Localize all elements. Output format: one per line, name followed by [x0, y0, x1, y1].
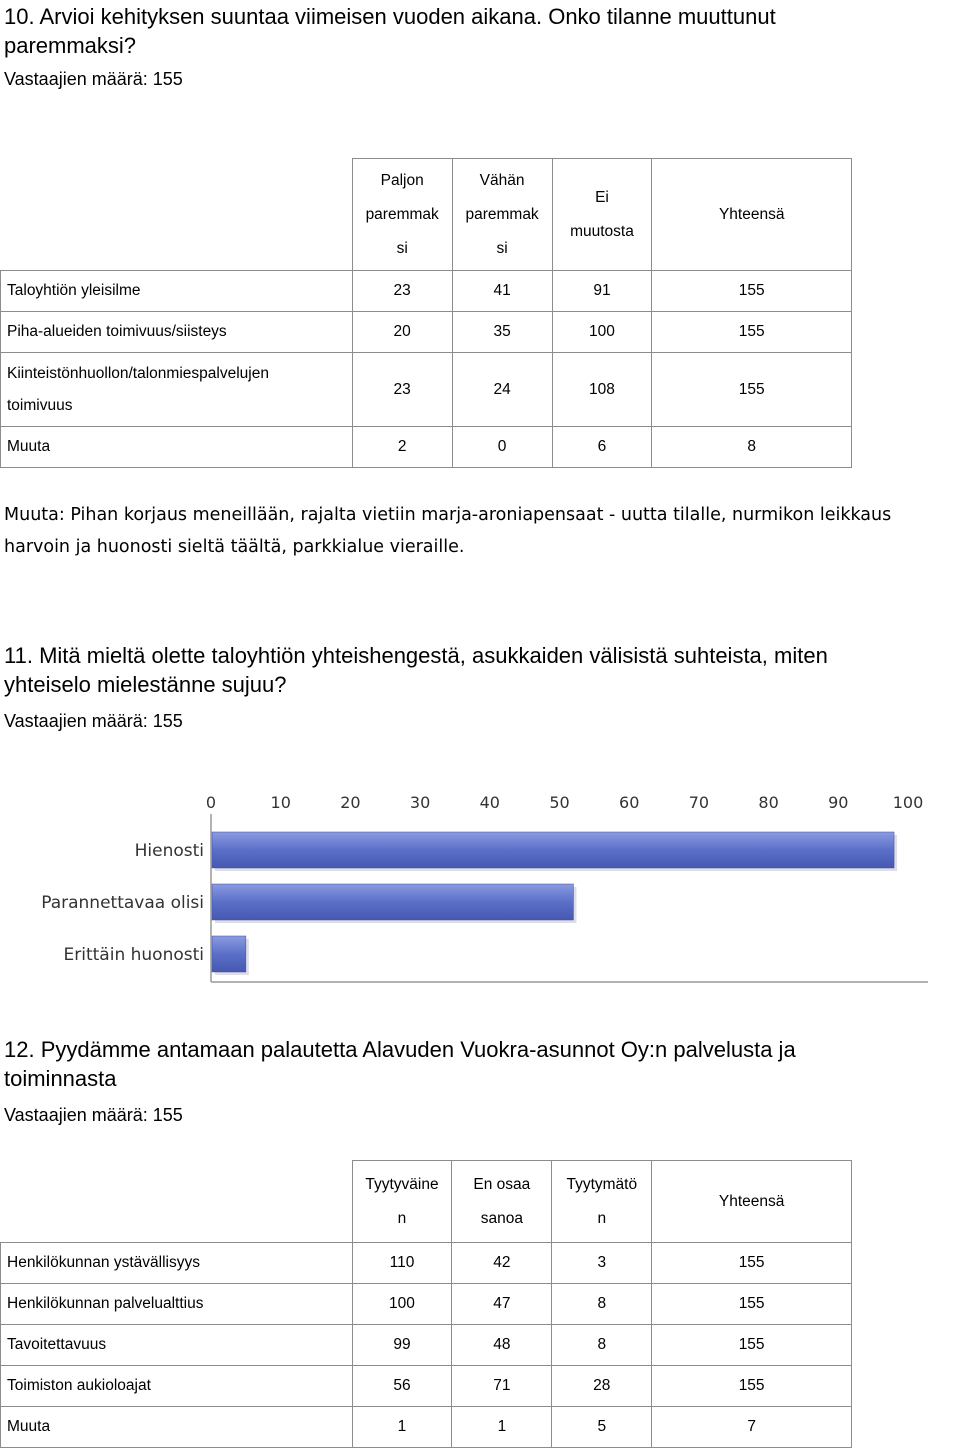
chart-category-label: Parannettavaa olisi — [41, 893, 204, 913]
q10-header-col1: Paljon paremmak si — [352, 159, 452, 271]
chart-tick-label: 30 — [409, 793, 431, 812]
q12-header-col2: En osaa sanoa — [452, 1161, 552, 1243]
q12-header-col3: Tyytymätö n — [552, 1161, 652, 1243]
cell: 8 — [652, 427, 852, 468]
row-label: Henkilökunnan ystävällisyys — [1, 1243, 353, 1284]
q10-header-empty — [1, 159, 353, 271]
cell: 1 — [452, 1407, 552, 1448]
cell: 91 — [552, 271, 652, 312]
chart-tick-label: 20 — [340, 793, 361, 812]
row-label: Kiinteistönhuollon/talonmiespalvelujen toimivuus — [1, 353, 353, 427]
q10-comment-line2: harvoin ja huonosti sieltä täältä, parkkialue vieraille. — [4, 537, 465, 557]
chart-bar — [212, 936, 246, 972]
q10-comment-line1: Muuta: Pihan korjaus meneillään, rajalta vietiin marja-aroniapensaat - uutta tilalle, nurmikon leikkaus — [4, 505, 892, 525]
chart-bar — [212, 832, 894, 868]
q10-title — [4, 2, 776, 60]
q12-header-col4: Yhteensä — [652, 1161, 852, 1243]
cell: 100 — [352, 1284, 452, 1325]
q11-title-line1: 11. Mitä mieltä olette taloyhtiön yhteishengestä, asukkaiden välisistä suhteista, miten — [4, 643, 828, 668]
chart-tick-label: 60 — [619, 793, 640, 812]
cell: 108 — [552, 353, 652, 427]
cell: 3 — [552, 1243, 652, 1284]
cell: 99 — [352, 1325, 452, 1366]
cell: 155 — [652, 312, 852, 353]
q12-title — [4, 1035, 796, 1093]
cell: 48 — [452, 1325, 552, 1366]
row-label: Tavoitettavuus — [1, 1325, 353, 1366]
cell: 24 — [452, 353, 552, 427]
row-label: Muuta — [1, 1407, 353, 1448]
q12-header-row — [1, 1161, 852, 1243]
chart-tick-label: 100 — [892, 793, 924, 812]
cell: 71 — [452, 1366, 552, 1407]
cell: 155 — [652, 271, 852, 312]
table-row — [1, 1243, 852, 1284]
chart-tick-label: 10 — [270, 793, 291, 812]
cell: 6 — [552, 427, 652, 468]
q10-header-row — [1, 159, 852, 271]
q10-respondents: Vastaajien määrä: 155 — [4, 69, 183, 89]
cell: 41 — [452, 271, 552, 312]
cell: 8 — [552, 1325, 652, 1366]
cell: 23 — [352, 353, 452, 427]
table-row — [1, 427, 852, 468]
cell: 28 — [552, 1366, 652, 1407]
q12-title-line1: 12. Pyydämme antamaan palautetta Alavuden Vuokra-asunnot Oy:n palvelusta ja — [4, 1037, 796, 1062]
chart-tick-label: 0 — [205, 793, 217, 812]
cell: 155 — [652, 1366, 852, 1407]
chart-bars — [212, 832, 897, 975]
cell: 155 — [652, 1325, 852, 1366]
chart-category-label: Hienosti — [134, 841, 204, 861]
cell: 42 — [452, 1243, 552, 1284]
q11-title-line2: yhteiselo mielestänne sujuu? — [4, 672, 287, 697]
cell: 100 — [552, 312, 652, 353]
q12-title-line2: toiminnasta — [4, 1066, 117, 1091]
cell: 5 — [552, 1407, 652, 1448]
row-label: Muuta — [1, 427, 353, 468]
row-label: Toimiston aukioloajat — [1, 1366, 353, 1407]
q10-title-line1: 10. Arvioi kehityksen suuntaa viimeisen vuoden aikana. Onko tilanne muuttunut — [4, 4, 776, 29]
cell: 155 — [652, 1243, 852, 1284]
chart-ticks — [206, 793, 923, 812]
table-row — [1, 312, 852, 353]
table-row — [1, 1284, 852, 1325]
row-label: Taloyhtiön yleisilme — [1, 271, 353, 312]
q10-title-line2: paremmaksi? — [4, 33, 137, 58]
q12-header-col1: Tyytyväine n — [352, 1161, 452, 1243]
cell: 8 — [552, 1284, 652, 1325]
table-row — [1, 353, 852, 427]
cell: 23 — [352, 271, 452, 312]
table-row — [1, 1325, 852, 1366]
table-row — [1, 1366, 852, 1407]
chart-tick-label: 50 — [549, 793, 570, 812]
table-row — [1, 1407, 852, 1448]
cell: 56 — [352, 1366, 452, 1407]
chart-category-labels — [41, 841, 204, 965]
q11-bar-chart — [0, 770, 960, 990]
cell: 110 — [352, 1243, 452, 1284]
q10-header-col2: Vähän paremmak si — [452, 159, 552, 271]
chart-tick-label: 90 — [828, 793, 849, 812]
q10-comment — [4, 499, 891, 563]
cell: 7 — [652, 1407, 852, 1448]
chart-tick-label: 80 — [758, 793, 779, 812]
q12-header-empty — [1, 1161, 353, 1243]
cell: 155 — [652, 353, 852, 427]
cell: 1 — [352, 1407, 452, 1448]
q10-header-col3: Ei muutosta — [552, 159, 652, 271]
q11-respondents: Vastaajien määrä: 155 — [4, 711, 183, 731]
q10-header-col4: Yhteensä — [652, 159, 852, 271]
cell: 155 — [652, 1284, 852, 1325]
chart-tick-label: 40 — [479, 793, 500, 812]
q10-table — [0, 158, 852, 468]
q12-table — [0, 1160, 852, 1448]
cell: 2 — [352, 427, 452, 468]
cell: 20 — [352, 312, 452, 353]
chart-bar — [212, 884, 573, 920]
row-label: Piha-alueiden toimivuus/siisteys — [1, 312, 353, 353]
chart-tick-label: 70 — [688, 793, 710, 812]
cell: 35 — [452, 312, 552, 353]
table-row — [1, 271, 852, 312]
q12-respondents: Vastaajien määrä: 155 — [4, 1105, 183, 1125]
cell: 0 — [452, 427, 552, 468]
row-label: Henkilökunnan palvelualttius — [1, 1284, 353, 1325]
cell: 47 — [452, 1284, 552, 1325]
chart-category-label: Erittäin huonosti — [63, 945, 204, 965]
q11-title — [4, 641, 828, 699]
